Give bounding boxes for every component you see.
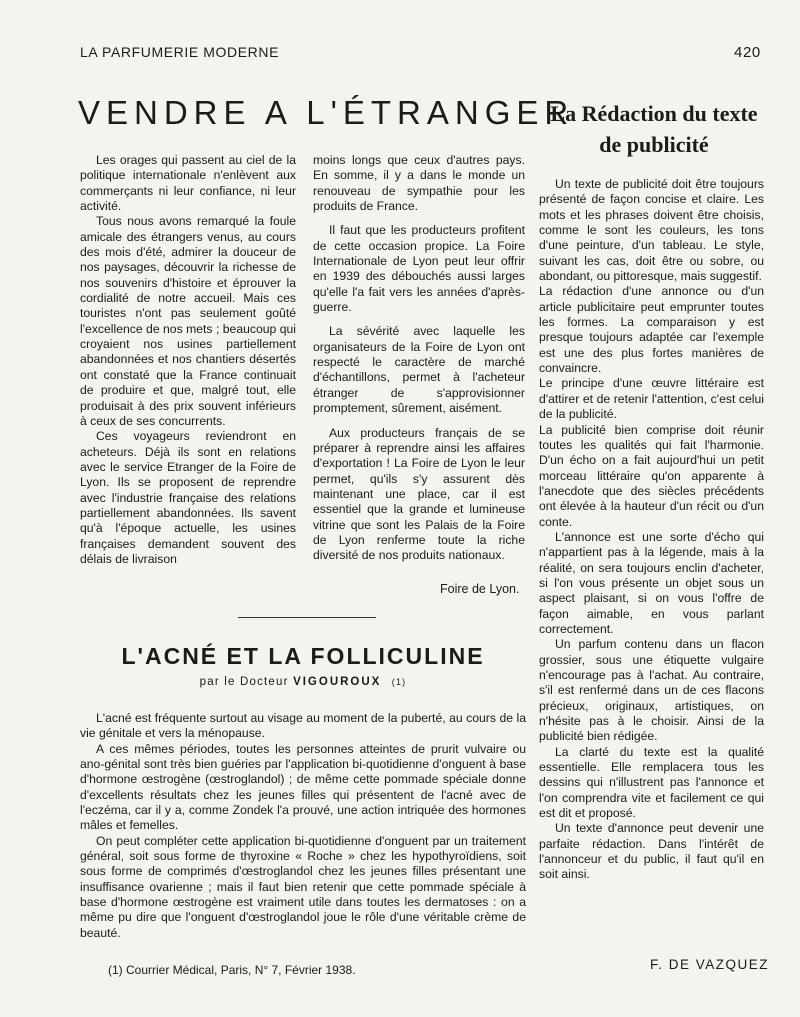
paragraph: La clarté du texte est la qualité essentielle. Elle remplacera tous les dessins qui n'illustrent pas l'annonce et l'on comprendra vite et facilement ce qui est dit et proposé. <box>539 744 764 821</box>
paragraph: Ces voyageurs reviendront en acheteurs. Déjà ils sont en relations avec le service Etranger de la Foire de Lyon. Ils se proposent de reprendre avec l'industrie française des relations partiellement abandonnées. Ils savent qu'à l'époque actuelle, les usines françaises demandent souvent des délais de livraison <box>80 429 296 566</box>
vendre-column-2 <box>313 153 525 564</box>
paragraph: Un texte d'annonce peut devenir une parfaite rédaction. Dans l'intérêt de l'annonceur et du public, il faut qu'il en soit ainsi. <box>539 821 764 882</box>
paragraph: Il faut que les producteurs profitent de cette occasion propice. La Foire Internationale de Lyon peut leur offrir en 1939 des débouchés aussi larges qu'elle l'a fait vers les années d'après-guerre. <box>313 223 525 315</box>
signature-foire-de-lyon: Foire de Lyon. <box>440 582 520 596</box>
acne-body <box>80 711 526 941</box>
paragraph: Les orages qui passent au ciel de la politique internationale n'enlèvent aux commerçants ni leur confiance, ni leur activité. <box>80 153 296 214</box>
title-line-2: de publicité <box>599 132 709 157</box>
signature-vazquez: F. DE VAZQUEZ <box>650 957 770 972</box>
paragraph: Un parfum contenu dans un flacon grossier, sous une étiquette vulgaire n'encourage pas à l'achat. Au contraire, s'il est renfermé dans un de ces flacons précieux, originaux, artistiques, on n'hésite pas à le choisir. Ainsi de la publicité bien rédigée. <box>539 637 764 744</box>
paragraph: On peut compléter cette application bi-quotidienne d'onguent par un traitement général, soit sous forme de thyroxine « Roche » chez les hypothyroïdiens, soit sous forme de comprimés d'œstroglandol chez les jeunes filles présentant une insuffisance ovarienne ; mais il faut bien retenir que cette pommade spéciale à base d'hormone œstrogène est vraiment utile dans toutes les dermatoses : on a même pu dire que l'onguent d'œstroglandol joue le rôle d'une véritable crème de beauté. <box>80 833 526 940</box>
redaction-body <box>539 177 764 883</box>
paragraph: Le principe d'une œuvre littéraire est d'attirer et de retenir l'attention, c'est celui de la publicité. <box>539 376 764 422</box>
byline <box>80 676 526 688</box>
paragraph: A ces mêmes périodes, toutes les personnes atteintes de prurit vulvaire ou ano-génital sont très bien guéries par l'application bi-quotidienne d'onguent à base d'hormone œstrogène (œstroglandol) ; de même cette pommade spéciale donne d'excellents résultats chez les jeunes filles qui présentent de l'acné avec de l'eczéma, car il y a, comme Zondek l'a prouvé, une action intriquée des hormones mâles et femelles. <box>80 741 526 833</box>
paragraph: moins longs que ceux d'autres pays. En somme, il y a dans le monde un renouveau de sympathie pour les produits de France. <box>313 153 525 214</box>
section-divider <box>238 617 376 618</box>
article-title-vendre: VENDRE A L'ÉTRANGER <box>78 94 575 131</box>
byline-prefix: par le Docteur <box>199 676 289 688</box>
paragraph: Un texte de publicité doit être toujours présenté de façon concise et claire. Les mots et les phrases doivent être choisis, comme le sont les couleurs, les tons d'une peinture, d'un tableau. Le style, suivant les cas, doit être ou sobre, ou abondant, ou pittoresque, mais suggestif. <box>539 177 764 284</box>
byline-author: VIGOUROUX <box>293 676 382 688</box>
page-number: 420 <box>734 44 761 61</box>
journal-title: LA PARFUMERIE MODERNE <box>80 44 280 60</box>
paragraph: Aux producteurs français de se préparer à reprendre ainsi les affaires d'exportation ! La Foire de Lyon le leur permet, qu'ils s'y assurent dès maintenant une place, car il est essentiel que la grande et lumineuse vitrine que sont les Palais de la Foire de Lyon renferme toute la riche diversité de nos produits nationaux. <box>313 425 525 563</box>
paragraph: La rédaction d'une annonce ou d'un article publicitaire peut emprunter toutes les formes. La comparaison y est presque toujours adaptée car l'exemple est une des plus fortes manières de convaincre. <box>539 284 764 376</box>
paragraph: Tous nous avons remarqué la foule amicale des étrangers venus, au cours des mois d'été, admirer la douceur de nos paysages, découvrir la richesse de nos souvenirs d'histoire et éprouver la cordialité de notre accueil. Mais ces touristes n'ont pas seulement goûté l'excellence de nos mets ; beaucoup qui croyaient nos usines partiellement abandonnées et nos chantiers désertés ont constaté que la France continuait de produire et que, malgré tout, elle produisait à des prix souvent inférieurs à ceux de ses concurrents. <box>80 214 296 428</box>
paragraph: La sévérité avec laquelle les organisateurs de la Foire de Lyon ont respecté le caractère de marché d'échantillons, permet à l'acheteur étranger de s'approvisionner promptement, sûrement, aisément. <box>313 324 525 416</box>
article-title-acne: L'ACNÉ ET LA FOLLICULINE <box>121 643 485 669</box>
footnote: (1) Courrier Médical, Paris, N° 7, Février 1938. <box>108 963 356 977</box>
vendre-column-1 <box>80 153 296 567</box>
article-title-redaction <box>540 98 768 160</box>
footnote-marker: (1) <box>391 677 407 687</box>
title-line-1: La Rédaction du texte <box>550 101 758 126</box>
paragraph: L'acné est fréquente surtout au visage au moment de la puberté, au cours de la vie génitale et vers la ménopause. <box>80 711 526 741</box>
paragraph: L'annonce est une sorte d'écho qui n'appartient pas à la légende, mais à la réalité, on sera toujours enclin d'acheter, si l'on vous présente un objet sous un aspect plaisant, si on vous l'offre de façon aimable, en vous parlant correctement. <box>539 529 764 636</box>
paragraph: La publicité bien comprise doit réunir toutes les qualités qui fait l'harmonie. D'un écho on a fait aujourd'hui un petit morceau littéraire qu'on apparente à l'anecdote que des siècles précédents ont élevée à la hauteur d'un récit ou d'un conte. <box>539 422 764 529</box>
